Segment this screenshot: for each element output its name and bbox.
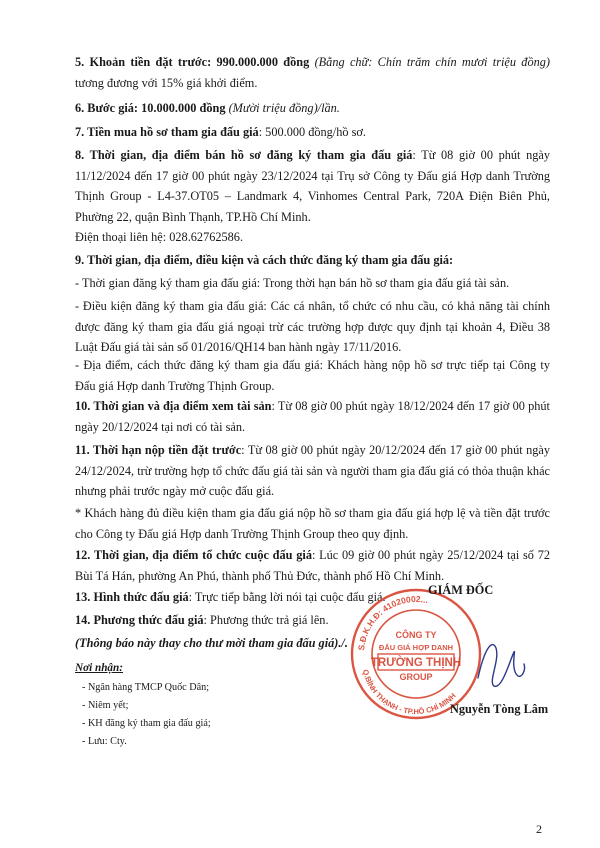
item-dossier-sale [75,145,550,227]
item-label: 6. Bước giá: 10.000.000 đồng [75,101,226,115]
item-text: : Từ 08 giờ 00 phút ngày 11/12/2024 đến 17 giờ 00 phút ngày 23/12/2024 tại Trụ sở Công ty Đấu giá Hợp danh Trường Thịnh Group - L4-37.OT05 – Landmark 4, Vinhomes Central Park, 720A Điện Biên Phủ, Phường 22, quận Bình Thạnh, TP.Hồ Chí Minh. [75,148,550,224]
recipient-item: - KH đăng ký tham gia đấu giá; [82,718,211,729]
item-text: tương đương với 15% giá khởi điểm. [75,75,258,90]
contact-phone: Điện thoại liên hệ: 028.62762586. [75,230,244,244]
registration-place: - Địa điểm, cách thức đăng ký tham gia đấu giá: Khách hàng nộp hồ sơ trực tiếp tại Công ty Đấu giá Hợp danh Trường Thịnh Group. [75,358,550,393]
item-label: 11. Thời hạn nộp tiền đặt trước [75,443,242,457]
item-text: : Phương thức trả giá lên. [203,613,329,627]
stamp-text: CÔNG TY [395,630,437,640]
item-text: : Lúc 09 giờ 00 phút ngày 25/12/2024 tại số 72 Bùi Tá Hán, phường An Phú, thành phố Thủ Đức, thành phố Hồ Chí Minh. [75,548,550,583]
stamp-ring-text: Q.BÌNH THẠNH - TP.HỒ CHÍ MINH [360,668,458,717]
item-label: 13. Hình thức đấu giá [75,590,189,604]
closing-note: (Thông báo này thay cho thư mời tham gia đấu giá)./. [75,636,348,650]
item-label: 5. Khoản tiền đặt trước: 990.000.000 đồng [75,55,310,69]
signer-title: GIÁM ĐỐC [428,583,494,597]
item-dossier-fee [75,122,550,143]
registration-time: - Thời gian đăng ký tham gia đấu giá: Trong thời hạn bán hồ sơ tham gia đấu giá tài sản. [75,276,510,290]
signature-icon [470,630,530,700]
eligibility-note: * Khách hàng đủ điều kiện tham gia đấu giá nộp hồ sơ tham gia đấu giá hợp lệ và tiền đặt trước cho Công ty Đấu giá Hợp danh Trường Thịnh Group theo quy định. [75,506,550,541]
item-text: : Trực tiếp bằng lời nói tại cuộc đấu giá. [188,590,386,604]
item-italic: (Bằng chữ: Chín trăm chín mươi triệu đồng) [314,55,550,69]
recipient-item: - Ngân hàng TMCP Quốc Dân; [82,682,210,693]
item-text: : Từ 08 giờ 00 phút ngày 20/12/2024 đến 17 giờ 00 phút ngày 24/12/2024, trừ trường hợp tổ chức đấu giá tài sản và người tham gia đấu giá có thỏa thuận khác nhưng phải trước ngày mở cuộc đấu giá. [75,443,550,498]
stamp-text: TRƯỜNG THỊNH [370,657,462,669]
recipient-item: - Lưu: Cty. [82,736,127,747]
signer-name: Nguyễn Tòng Lâm [450,702,549,716]
item-italic: (Mười triệu đồng)/lần. [228,101,340,115]
item-label: 8. Thời gian, địa điểm bán hồ sơ đăng ký tham gia đấu giá [75,148,413,162]
stamp-ring-text: S.Đ.K.H.Đ: 41020002... [356,593,430,652]
item-deposit [75,52,550,93]
registration-conditions: - Điều kiện đăng ký tham gia đấu giá: Các cá nhân, tổ chức có nhu cầu, có khả năng tài chính được đăng ký tham gia đấu giá ngoại trừ các trường hợp được quy định tại khoản 4, Điều 38 Luật Đấu giá tài sản số 01/2016/QH14 ban hành ngày 17/11/2016. [75,299,550,354]
item-label: 14. Phương thức đấu giá [75,613,204,627]
page-number: 2 [536,822,542,836]
item-text: : 500.000 đồng/hồ sơ. [258,125,366,139]
item-registration-heading: 9. Thời gian, địa điểm, điều kiện và cách thức đăng ký tham gia đấu giá: [75,253,454,267]
item-label: 10. Thời gian và địa điểm xem tài sản [75,399,272,413]
item-text: : Từ 08 giờ 00 phút ngày 18/12/2024 đến 17 giờ 00 phút ngày 20/12/2024 tại nơi có tài sản. [75,399,550,434]
item-deposit-deadline [75,440,550,502]
recipient-item: - Niêm yết; [82,700,129,711]
stamp-text: GROUP [399,672,433,682]
stamp-text: ĐẤU GIÁ HỢP DANH [378,643,454,652]
item-auction-time-place [75,545,550,586]
item-label: 12. Thời gian, địa điểm tổ chức cuộc đấu giá [75,548,312,562]
item-bid-step [75,98,550,119]
item-asset-viewing [75,396,550,437]
recipients-title: Nơi nhận: [75,662,123,674]
item-label: 7. Tiền mua hồ sơ tham gia đấu giá [75,125,259,139]
